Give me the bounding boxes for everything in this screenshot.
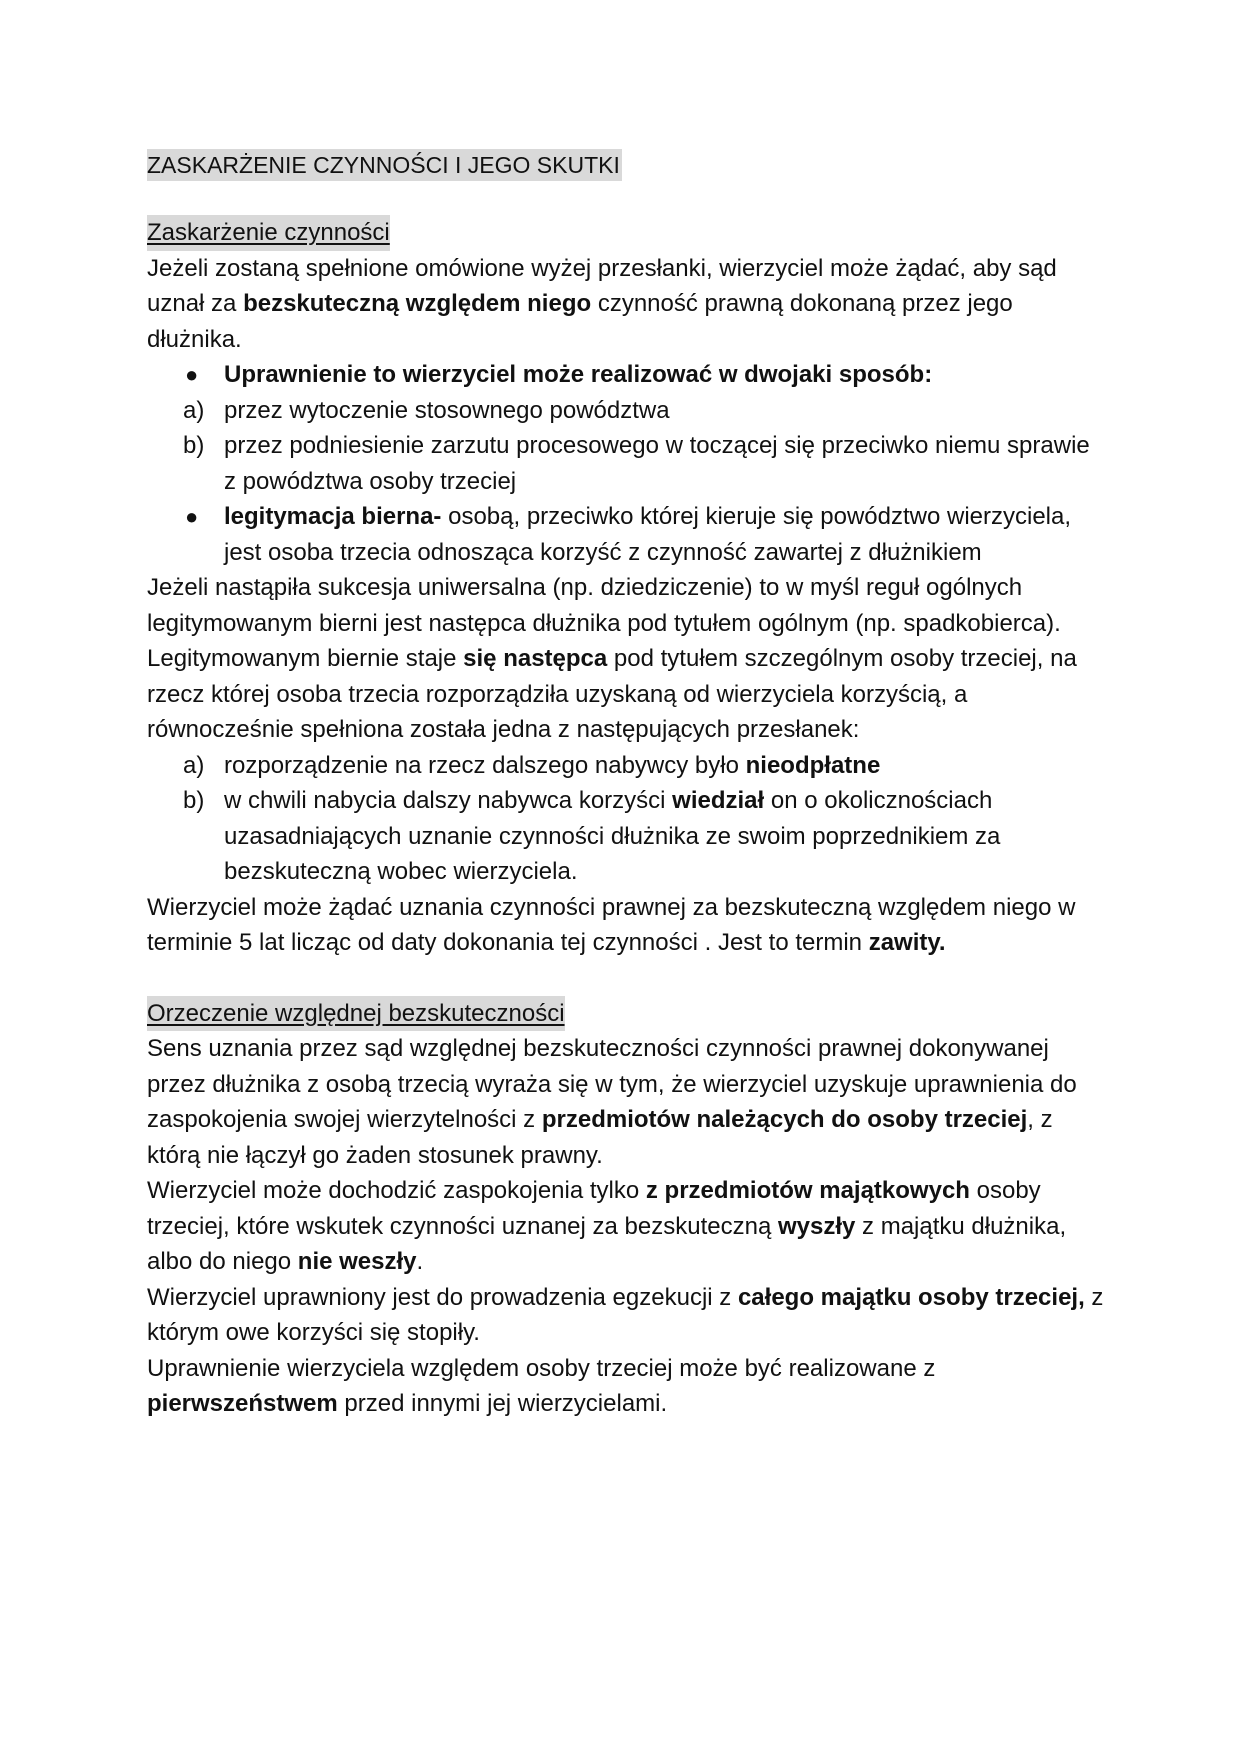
paragraph (147, 1031, 1107, 1173)
bold-text: wyszły (777, 1212, 856, 1240)
text-run: w chwili nabycia dalszy nabywca korzyści (224, 787, 673, 814)
bold-text: się następca (463, 645, 608, 672)
text-run: Jeżeli zostaną spełnione omówione wyżej przesłanki, wierzyciel może żądać, aby sąd uznał za (147, 254, 1057, 317)
bullet-list (147, 499, 1107, 570)
text-run: przed innymi jej wierzycielami. (337, 1390, 668, 1417)
lettered-list (147, 393, 1107, 500)
text-run: Wierzyciel może dochodzić zaspokojenia tylko (147, 1177, 646, 1204)
list-item-text (224, 752, 880, 779)
bold-text: legitymacja bierna- (224, 503, 442, 530)
list-item-text (224, 432, 1090, 495)
bold-text: przedmiotów należących do osoby trzeciej (541, 1106, 1028, 1133)
bold-text: nie weszły (297, 1248, 417, 1275)
bullet-item (147, 499, 1107, 570)
bold-text: bezskuteczną względem niego (243, 290, 592, 317)
bullet-text (224, 361, 932, 388)
bullet-text (224, 503, 1071, 566)
list-marker: a) (183, 396, 205, 424)
text-run: rozporządzenie na rzecz dalszego nabywcy było (224, 751, 746, 779)
text-run: przez wytoczenie stosownego powództwa (224, 396, 670, 424)
bullet-list (147, 357, 1107, 393)
paragraph (147, 570, 1107, 641)
bullet-icon: ● (185, 504, 199, 529)
text-run: osobą, przeciwko której kieruje się powództwo wierzyciela, jest osoba trzecia odnosząca korzyść z czynność zawartej z dłużnikiem (224, 503, 1072, 566)
bold-text: z przedmiotów majątkowych (645, 1177, 970, 1204)
list-marker: a) (183, 751, 205, 779)
section-orzeczenie (147, 996, 1107, 1422)
list-item (147, 783, 1107, 890)
text-run: . (416, 1248, 424, 1275)
paragraph (147, 641, 1107, 748)
document-title: ZASKARŻENIE CZYNNOŚCI I JEGO SKUTKI (147, 149, 622, 181)
text-run: Sens uznania przez sąd względnej bezskuteczności czynności prawnej dokonywanej przez dłużnika z osobą trzecią wyraża się w tym, że wierzyciel uzyskuje uprawnienia do zaspokojenia swojej wierzytelności z (147, 1035, 1077, 1133)
text-run: czynność prawną dokonaną przez jego dłużnika. (147, 290, 1013, 353)
text-run: , z którą nie łączył go żaden stosunek prawny. (147, 1106, 1053, 1169)
text-run: osoby trzeciej, które wskutek czynności uznanej za bezskuteczną (147, 1177, 1041, 1240)
list-marker: b) (183, 432, 205, 459)
list-item (147, 428, 1107, 499)
text-run: pod tytułem szczególnym osoby trzeciej, na rzecz której osoba trzecia rozporządziła uzyskaną od wierzyciela korzyścią, a równocześnie spełniona została jedna z następujących przesłanek: (147, 645, 1077, 743)
document-page (147, 148, 1107, 1422)
section-zaskarzenie (147, 215, 1107, 961)
bold-text: zawity. (868, 929, 946, 956)
text-run: Jeżeli nastąpiła sukcesja uniwersalna (np. dziedziczenie) to w myśl reguł ogólnych legitymowanym bierni jest następca dłużnika pod tytułem ogólnym (np. spadkobierca). (147, 574, 1061, 637)
paragraph (147, 251, 1107, 358)
list-item-text (224, 397, 670, 424)
bullet-item (147, 357, 1107, 393)
text-run: Wierzyciel może żądać uznania czynności prawnej za bezskuteczną względem niego w terminie 5 lat licząc od daty dokonania tej czynności . Jest to termin (147, 893, 1076, 956)
list-marker: b) (183, 787, 205, 814)
paragraph (147, 890, 1107, 961)
lettered-list (147, 748, 1107, 890)
bold-text: nieodpłatne (745, 751, 881, 779)
list-item-text (224, 787, 1000, 885)
section-heading: Zaskarżenie czynności (147, 215, 390, 251)
text-run: on o okolicznościach uzasadniających uznanie czynności dłużnika ze swoim poprzednikiem za bezskuteczną wobec wierzyciela. (224, 787, 1001, 885)
bold-text: pierwszeństwem (147, 1390, 338, 1417)
paragraph (147, 1280, 1107, 1351)
spacer (147, 961, 1107, 996)
title-block (147, 148, 1107, 215)
paragraph (147, 1173, 1107, 1280)
section-heading: Orzeczenie względnej bezskuteczności (147, 996, 565, 1032)
list-item (147, 748, 1107, 784)
text-run: Legitymowanym biernie staje (147, 645, 464, 672)
text-run: przez podniesienie zarzutu procesowego w toczącej się przeciwko niemu sprawie z powództwa osoby trzeciej (224, 432, 1090, 495)
text-run: Uprawnienie wierzyciela względem osoby trzeciej może być realizowane z (147, 1354, 936, 1382)
bold-text: wiedział (672, 787, 765, 814)
list-item (147, 393, 1107, 429)
text-run: Wierzyciel uprawniony jest do prowadzenia egzekucji z (147, 1283, 738, 1311)
bold-text: całego majątku osoby trzeciej, (737, 1283, 1085, 1311)
text-run: z majątku dłużnika, albo do niego (147, 1212, 1067, 1275)
text-run: z którym owe korzyści się stopiły. (147, 1283, 1104, 1346)
bold-text: Uprawnienie to wierzyciel może realizować w dwojaki sposób: (224, 361, 933, 388)
bullet-icon: ● (185, 362, 199, 387)
paragraph (147, 1351, 1107, 1422)
